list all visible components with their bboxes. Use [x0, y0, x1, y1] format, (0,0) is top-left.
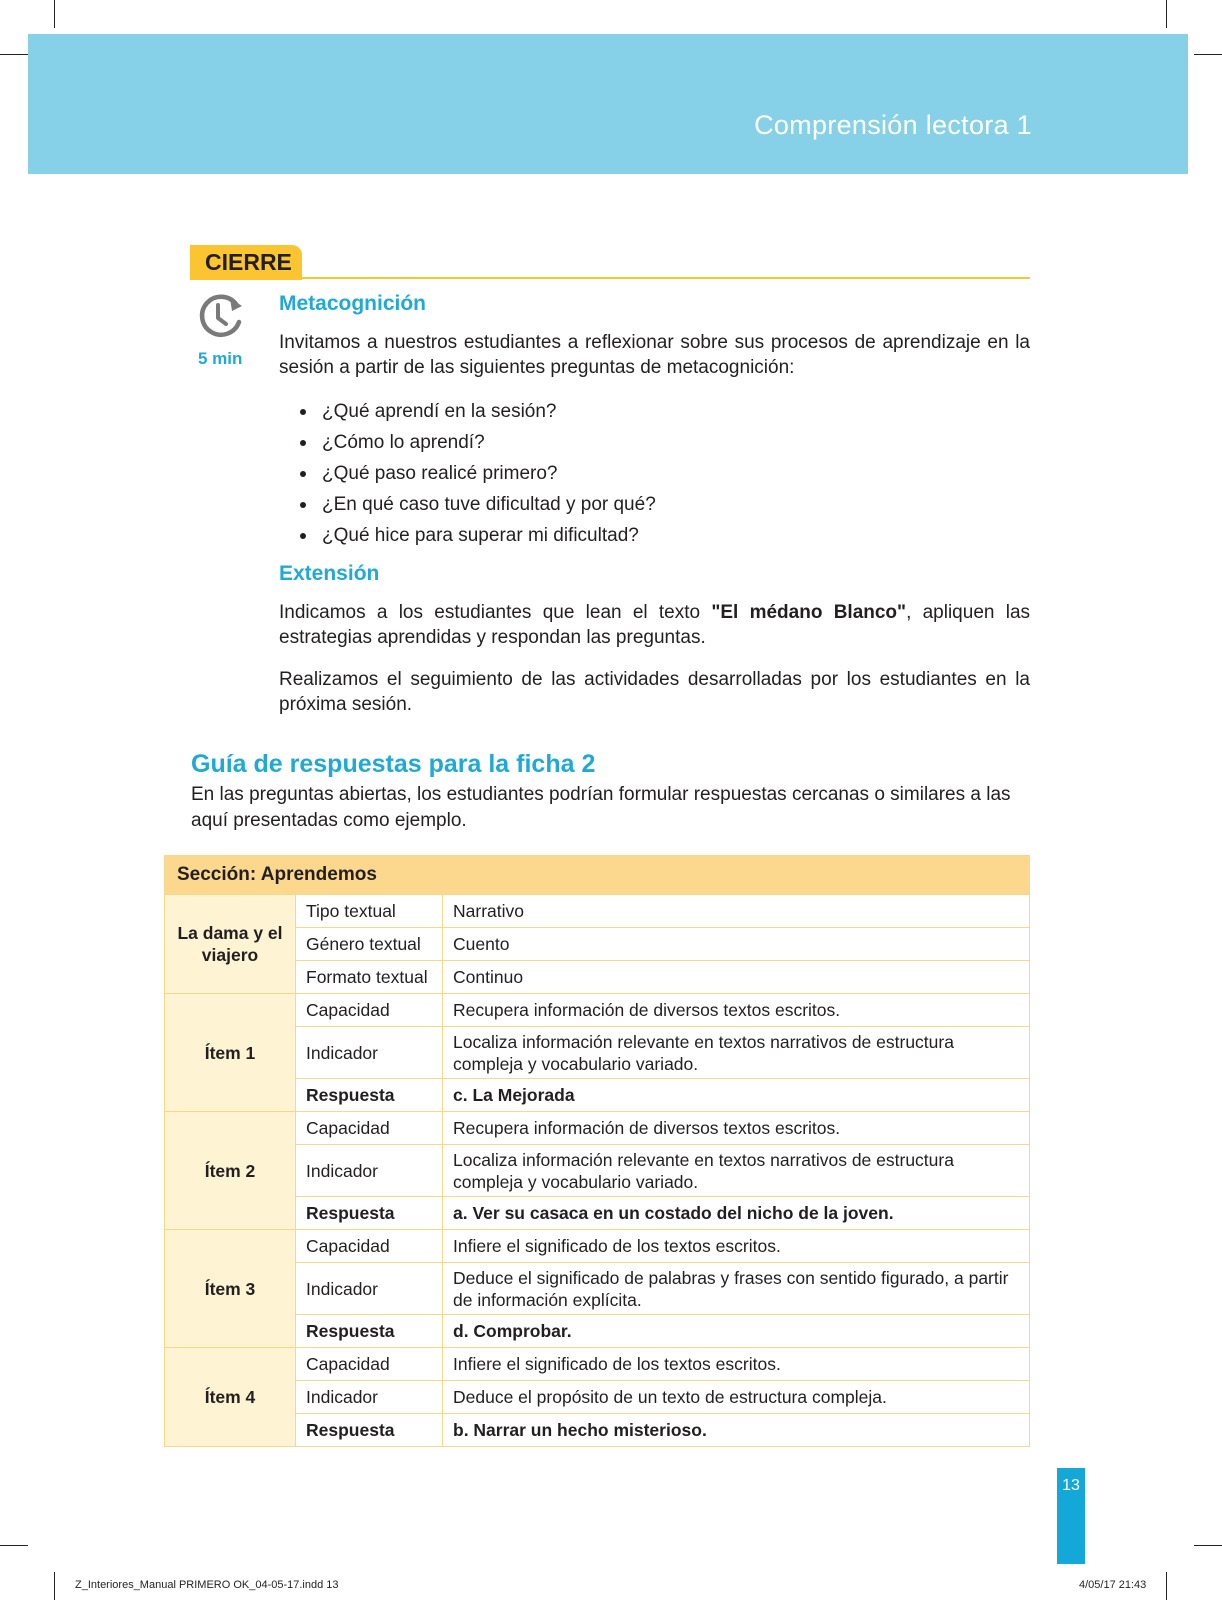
table-cell: Respuesta — [296, 1315, 443, 1348]
list-item: ¿Qué paso realicé primero? — [300, 458, 656, 489]
section-header: Sección: Aprendemos — [165, 856, 1030, 895]
time-label: 5 min — [198, 349, 243, 368]
cierre-label: CIERRE — [205, 249, 292, 275]
table-cell: Tipo textual — [296, 895, 443, 928]
answer-cell: c. La Mejorada — [443, 1079, 1030, 1112]
extension-paragraph-1: Indicamos a los estudiantes que lean el texto "El médano Blanco", apliquen las estrategias aprendidas y respondan las preguntas. — [279, 602, 1031, 648]
text-title: "El médano Blanco" — [711, 602, 907, 623]
bullet-icon — [300, 502, 306, 508]
table-cell: Continuo — [443, 961, 1030, 994]
table-cell: Respuesta — [296, 1197, 443, 1230]
guide-intro: En las preguntas abiertas, los estudiantes podrían formular respuestas cercanas o similares a las aquí presentadas como ejemplo. — [191, 784, 1011, 831]
crop-mark — [1166, 1572, 1167, 1600]
table-cell: Indicador — [296, 1263, 443, 1315]
table-cell: Respuesta — [296, 1414, 443, 1447]
cierre-rule — [302, 277, 1030, 279]
table-cell: Recupera información de diversos textos escritos. — [443, 1112, 1030, 1145]
answers-table — [164, 855, 1030, 1447]
crop-mark — [1194, 54, 1222, 55]
table-row — [165, 994, 1030, 1027]
answer-cell: b. Narrar un hecho misterioso. — [443, 1414, 1030, 1447]
list-item: ¿Qué aprendí en la sesión? — [300, 396, 656, 427]
metacognition-heading: Metacognición — [279, 292, 427, 315]
bullet-icon — [300, 533, 306, 539]
table-cell: Indicador — [296, 1381, 443, 1414]
crop-mark — [1166, 0, 1167, 28]
extension-paragraph-2: Realizamos el seguimiento de las actividades desarrolladas por los estudiantes en la próxima sesión. — [279, 669, 1030, 715]
crop-mark — [54, 0, 55, 28]
bullet-icon — [300, 409, 306, 415]
table-cell: Indicador — [296, 1145, 443, 1197]
table-cell: Capacidad — [296, 1348, 443, 1381]
crop-mark — [0, 54, 28, 55]
answer-cell: a. Ver su casaca en un costado del nicho de la joven. — [443, 1197, 1030, 1230]
table-cell: Infiere el significado de los textos escritos. — [443, 1348, 1030, 1381]
item-name-cell: Ítem 2 — [165, 1112, 296, 1230]
table-cell: Deduce el propósito de un texto de estructura compleja. — [443, 1381, 1030, 1414]
page-number: 13 — [1062, 1477, 1080, 1494]
metacognition-intro: Invitamos a nuestros estudiantes a reflexionar sobre sus procesos de aprendizaje en la sesión a partir de las siguientes preguntas de metacognición: — [279, 332, 1030, 378]
table-cell: Deduce el significado de palabras y frases con sentido figurado, a partir de información explícita. — [443, 1263, 1030, 1315]
table-cell: Localiza información relevante en textos narrativos de estructura compleja y vocabulario variado. — [443, 1145, 1030, 1197]
crop-mark — [54, 1572, 55, 1600]
table-cell: Indicador — [296, 1027, 443, 1079]
bullet-icon — [300, 471, 306, 477]
crop-mark — [1194, 1545, 1222, 1546]
table-cell: Recupera información de diversos textos escritos. — [443, 994, 1030, 1027]
text-name-cell: La dama y el viajero — [165, 895, 296, 994]
clock-icon — [196, 292, 246, 342]
item-name-cell: Ítem 3 — [165, 1230, 296, 1348]
table-row — [165, 1230, 1030, 1263]
table-cell: Localiza información relevante en textos narrativos de estructura compleja y vocabulario variado. — [443, 1027, 1030, 1079]
extension-heading: Extensión — [279, 562, 380, 585]
table-row — [165, 1112, 1030, 1145]
table-cell: Capacidad — [296, 1230, 443, 1263]
table-cell: Género textual — [296, 928, 443, 961]
bullet-icon — [300, 440, 306, 446]
footer-date-label: 4/05/17 21:43 — [1079, 1579, 1147, 1591]
table-row — [165, 1348, 1030, 1381]
item-name-cell: Ítem 4 — [165, 1348, 296, 1447]
page-header-title: Comprensión lectora 1 — [754, 110, 1032, 140]
guide-title: Guía de respuestas para la ficha 2 — [191, 750, 596, 778]
cierre-tab — [190, 245, 302, 280]
table-cell: Narrativo — [443, 895, 1030, 928]
footer-file-label: Z_Interiores_Manual PRIMERO OK_04-05-17.indd 13 — [75, 1579, 339, 1591]
answer-cell: d. Comprobar. — [443, 1315, 1030, 1348]
table-cell: Formato textual — [296, 961, 443, 994]
list-item: ¿Qué hice para superar mi dificultad? — [300, 520, 656, 551]
table-cell: Capacidad — [296, 994, 443, 1027]
table-cell: Respuesta — [296, 1079, 443, 1112]
crop-mark — [0, 1545, 28, 1546]
table-row — [165, 895, 1030, 928]
list-item: ¿Cómo lo aprendí? — [300, 427, 656, 458]
table-cell: Cuento — [443, 928, 1030, 961]
list-item: ¿En qué caso tuve dificultad y por qué? — [300, 489, 656, 520]
item-name-cell: Ítem 1 — [165, 994, 296, 1112]
metacognition-questions — [300, 396, 656, 551]
table-header-row — [165, 856, 1030, 895]
table-cell: Infiere el significado de los textos escritos. — [443, 1230, 1030, 1263]
header-band — [28, 34, 1188, 174]
table-cell: Capacidad — [296, 1112, 443, 1145]
